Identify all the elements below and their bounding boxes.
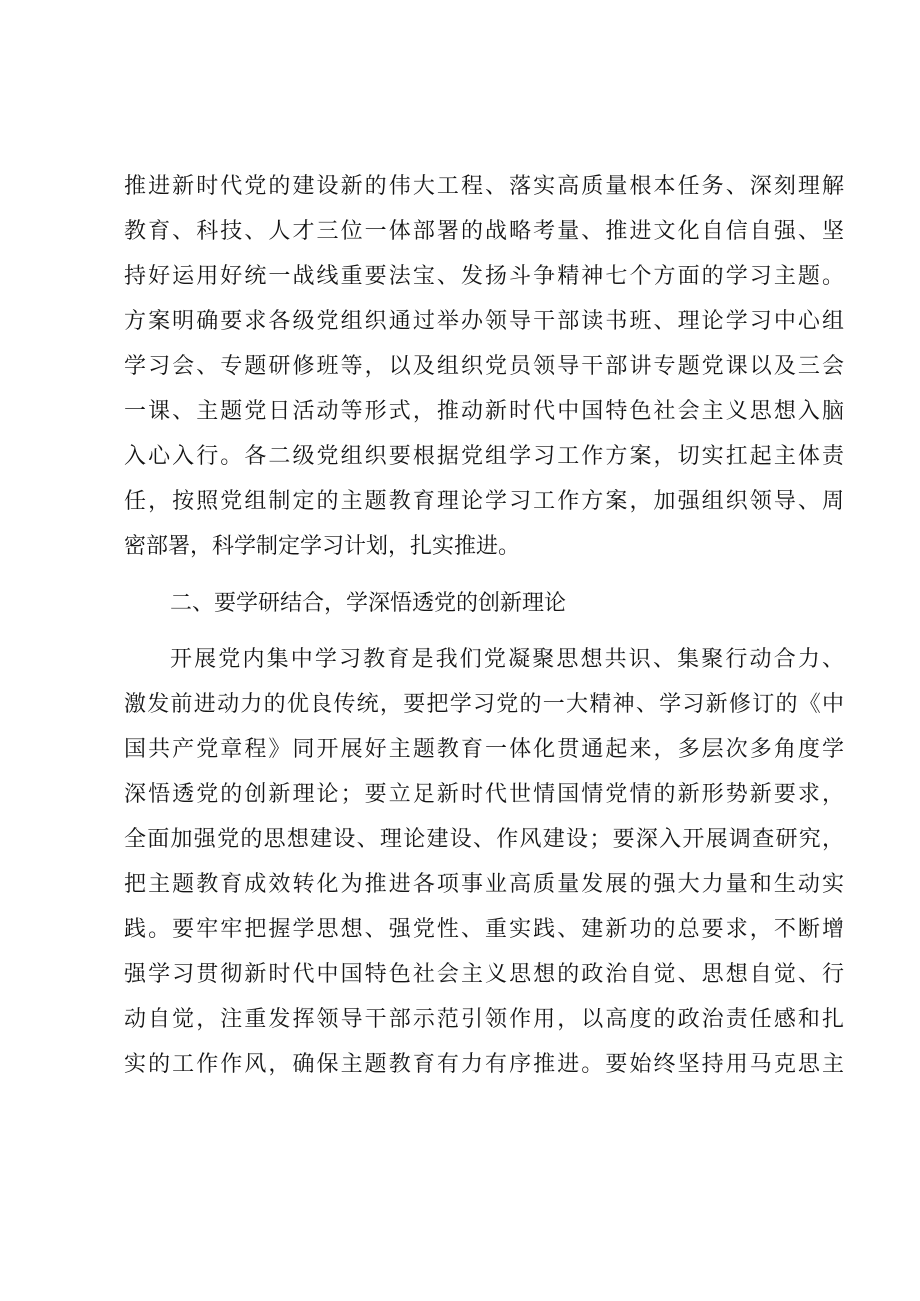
paragraph1-line: 学习会、专题研修班等，以及组织党员领导干部讲专题党课以及三会 <box>124 354 844 379</box>
paragraph2-line: 开展党内集中学习教育是我们党凝聚思想共识、集聚行动合力、 <box>170 647 844 672</box>
paragraph2-line: 深悟透党的创新理论；要立足新时代世情国情党情的新形势新要求， <box>124 782 844 807</box>
paragraph2-line: 把主题教育成效转化为推进各项事业高质量发展的强大力量和生动实 <box>124 872 844 897</box>
paragraph1-line: 密部署，科学制定学习计划，扎实推进。 <box>124 534 521 559</box>
paragraph2-line: 国共产党章程》同开展好主题教育一体化贯通起来，多层次多角度学 <box>124 737 844 762</box>
paragraph1-line: 任，按照党组制定的主题教育理论学习工作方案，加强组织领导、周 <box>124 489 844 514</box>
paragraph1-line: 推进新时代党的建设新的伟大工程、落实高质量根本任务、深刻理解 <box>124 174 844 199</box>
paragraph2-line: 激发前进动力的优良传统，要把学习党的一大精神、学习新修订的《中 <box>124 692 844 717</box>
paragraph1-line: 教育、科技、人才三位一体部署的战略考量、推进文化自信自强、坚 <box>124 219 844 244</box>
paragraph1-line: 入心入行。各二级党组织要根据党组学习工作方案，切实扛起主体责 <box>124 444 844 469</box>
paragraph2-line: 实的工作作风，确保主题教育有力有序推进。要始终坚持用马克思主 <box>124 1052 844 1077</box>
paragraph2-line: 动自觉，注重发挥领导干部示范引领作用，以高度的政治责任感和扎 <box>124 1007 844 1032</box>
paragraph1-line: 一课、主题党日活动等形式，推动新时代中国特色社会主义思想入脑 <box>124 399 844 424</box>
paragraph1-line: 持好运用好统一战线重要法宝、发扬斗争精神七个方面的学习主题。 <box>124 264 844 289</box>
paragraph2-line: 践。要牢牢把握学思想、强党性、重实践、建新功的总要求，不断增 <box>124 917 844 942</box>
section-heading: 二、要学研结合，学深悟透党的创新理论 <box>170 591 567 616</box>
paragraph1-line: 方案明确要求各级党组织通过举办领导干部读书班、理论学习中心组 <box>124 309 844 334</box>
paragraph2-line: 强学习贯彻新时代中国特色社会主义思想的政治自觉、思想自觉、行 <box>124 962 844 987</box>
paragraph2-line: 全面加强党的思想建设、理论建设、作风建设；要深入开展调查研究， <box>124 827 844 852</box>
